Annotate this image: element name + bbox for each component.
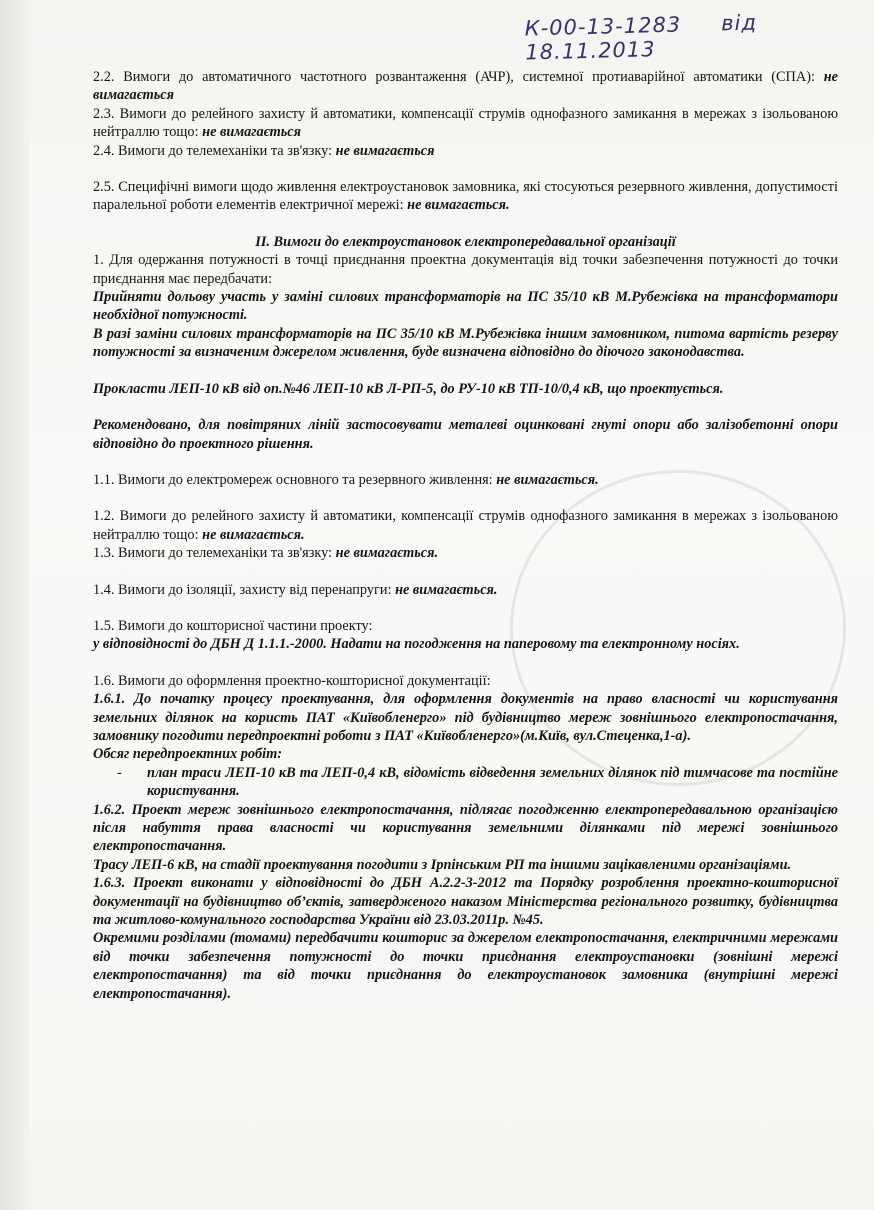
section-heading-2: ІІ. Вимоги до електроустановок електропередавальної організації <box>255 233 676 250</box>
requirement-poles: Рекомендовано, для повітряних ліній застосовувати металеві оцинковані гнуті опори або залізобетонні опори відповідно до проектного рішення. <box>93 417 838 452</box>
page-shadow <box>0 0 30 1210</box>
document-body <box>93 68 838 1003</box>
list-item: - план траси ЛЕП-10 кВ та ЛЕП-0,4 кВ, відомість відведення земельних ділянок під тимчасове та постійне користування. <box>117 764 838 800</box>
paragraph-1-2: 1.2. Вимоги до релейного захисту й автоматики, компенсації струмів однофазного замикання в мережах з ізольованою нейтраллю тощо: не вимагається. <box>93 508 838 543</box>
paragraph-2-5: 2.5. Специфічні вимоги щодо живлення електроустановок замовника, які стосуються резервного живлення, допустимості паралельної роботи елементів електричної мережі: не вимагається. <box>93 179 838 214</box>
requirement-reserve-cost: В разі заміни силових трансформаторів на ПС 35/10 кВ М.Рубежівка іншим замовником, питома вартість резерву потужності за визначеним джерелом живлення, буде визначена відповідно до діючого законодавства. <box>93 325 838 361</box>
requirement-power-line: Прокласти ЛЕП-10 кВ від оп.№46 ЛЕП-10 кВ Л-РП-5, до РУ-10 кВ ТП-10/0,4 кВ, що проектується. <box>93 380 724 397</box>
paragraph-1-4: 1.4. Вимоги до ізоляції, захисту від перенапруги: не вимагається. <box>93 581 498 598</box>
paragraph-pre-design-scope: Обсяг передпроектних робіт: <box>93 746 283 763</box>
paragraph-1-6-3: 1.6.3. Проект виконати у відповідності до ДБН А.2.2-3-2012 та Порядку розроблення проектно-кошторисної документації на будівництво об’єктів, затвердженого наказом Міністерства регіонального розвитку, будівництва та житлово-комунального господарства України від 23.03.2011р. №45. <box>93 875 838 929</box>
registration-date: від 18.11.2013 <box>525 10 758 65</box>
paragraph-2-4: 2.4. Вимоги до телемеханіки та зв'язку: не вимагається <box>93 142 435 159</box>
registration-number: К-00-13-1283 <box>524 12 682 41</box>
paragraph-1-1: 1.1. Вимоги до електромереж основного та резервного живлення: не вимагається. <box>93 471 599 488</box>
paragraph-1-5-detail: у відповідності до ДБН Д 1.1.1.-2000. Надати на погодження на паперовому та електронному носіях. <box>93 636 740 653</box>
paragraph-1: 1. Для одержання потужності в точці приєднання проектна документація від точки забезпечення потужності до точки приєднання має передбачати: <box>93 252 838 287</box>
paragraph-2-2: 2.2. Вимоги до автоматичного частотного розвантаження (АЧР), системної протиаварійної автоматики (СПА): не вимагається <box>93 69 838 104</box>
paragraph-1-5: 1.5. Вимоги до кошторисної частини проекту: <box>93 617 373 634</box>
paragraph-1-6-1: 1.6.1. До початку процесу проектування, для оформлення документів на право власності чи користування земельних ділянок на користь ПАТ «Київобленерго» під будівництво мереж зовнішнього електропостачання, замовнику погодити передпроектні роботи з ПАТ «Київобленерго»(м.Київ, вул.Стеценка,1-а). <box>93 691 838 744</box>
handwritten-registration <box>524 7 874 64</box>
requirement-transformers: Прийняти дольову участь у заміні силових трансформаторів на ПС 35/10 кВ М.Рубежівка на трансформатори необхідної потужності. <box>93 289 838 324</box>
paragraph-1-6-2: 1.6.2. Проект мереж зовнішнього електропостачання, підлягає погодженню електропередавальною організацією після набуття права власності чи користування земельними ділянками під мережі зовнішнього електропостачання. <box>93 801 838 855</box>
paragraph-route-approval: Трасу ЛЕП-6 кВ, на стадії проектування погодити з Ірпінським РП та іншими зацікавленими організаціями. <box>93 856 792 873</box>
paragraph-2-3: 2.3. Вимоги до релейного захисту й автоматики, компенсації струмів однофазного замикання в мережах з ізольованою нейтраллю тощо: не вимагається <box>93 105 838 141</box>
paragraph-estimate-volumes: Окремими розділами (томами) передбачити кошторис за джерелом електропостачання, електричними мережами від точки забезпечення потужності до точки приєднання електроустановки (зовнішні мережі електропостачання) та від точки приєднання до електроустановок замовника (внутрішні мережі електропостачання). <box>93 930 838 1002</box>
paragraph-1-6: 1.6. Вимоги до оформлення проектно-кошторисної документації: <box>93 672 491 689</box>
paragraph-1-3: 1.3. Вимоги до телемеханіки та зв'язку: не вимагається. <box>93 545 439 562</box>
